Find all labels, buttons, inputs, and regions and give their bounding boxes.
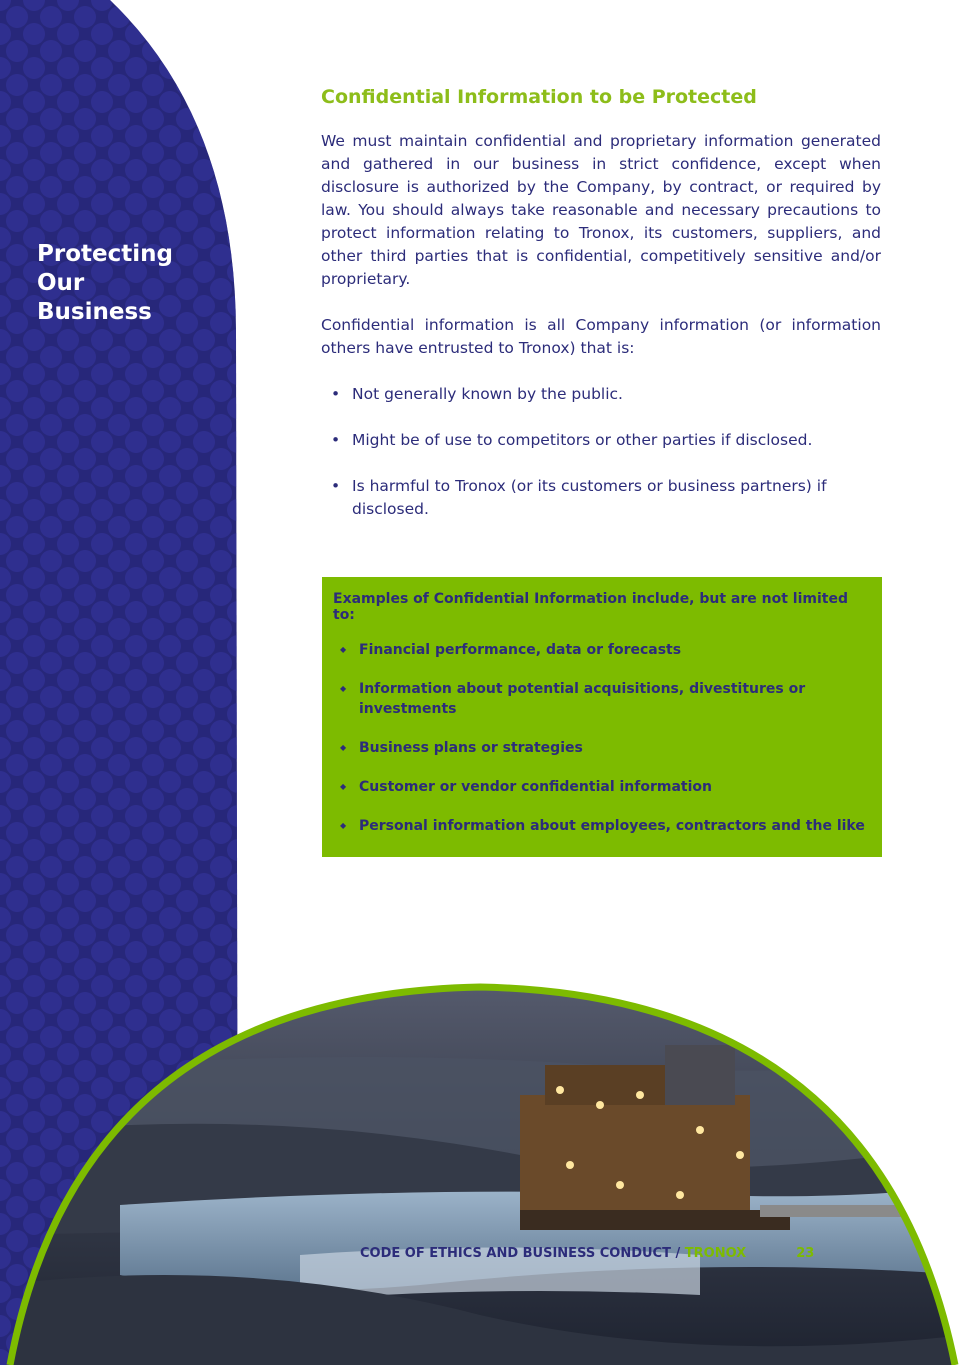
list-item: • Is harmful to Tronox (or its customers or business partners) if disclosed.	[321, 475, 881, 521]
section-title-line: Business	[37, 299, 152, 325]
list-item: ◆ Financial performance, data or forecasts	[333, 640, 870, 660]
footer-brand: TRONOX	[684, 1246, 747, 1261]
page-number: 23	[796, 1246, 815, 1261]
section-title-line: Protecting	[37, 241, 173, 267]
list-item: ◆ Business plans or strategies	[333, 738, 870, 758]
footer-doc-title: CODE OF ETHICS AND BUSINESS CONDUCT /	[360, 1246, 685, 1261]
main-content	[321, 86, 881, 544]
intro-paragraph: We must maintain confidential and proprietary information generated and gathered in our business in strict confidence, except when disclosure is authorized by the Company, by contract, or required by law. You should always take reasonable and necessary precautions to protect information relating to Tronox, its customers, suppliers, and other third parties that is confidential, competitively sensitive and/or proprietary.	[321, 132, 881, 288]
list-item: • Not generally known by the public.	[321, 383, 881, 406]
criteria-list	[321, 383, 881, 521]
list-item: ◆ Personal information about employees, contractors and the like	[333, 816, 870, 836]
examples-list	[333, 640, 870, 836]
page-footer	[360, 1246, 814, 1261]
section-title-line: Our	[37, 270, 85, 296]
list-item: ◆ Information about potential acquisitions, divestitures or investments	[333, 679, 870, 719]
section-title	[37, 240, 227, 327]
definition-paragraph: Confidential information is all Company information (or information others have entrusted to Tronox) that is:	[321, 316, 881, 357]
mining-dredge-photo	[0, 955, 965, 1365]
list-item: ◆ Customer or vendor confidential information	[333, 777, 870, 797]
list-item: • Might be of use to competitors or other parties if disclosed.	[321, 429, 881, 452]
examples-intro: Examples of Confidential Information include, but are not limited to:	[333, 591, 848, 623]
page-heading: Confidential Information to be Protected	[321, 86, 757, 108]
examples-box	[322, 577, 882, 857]
